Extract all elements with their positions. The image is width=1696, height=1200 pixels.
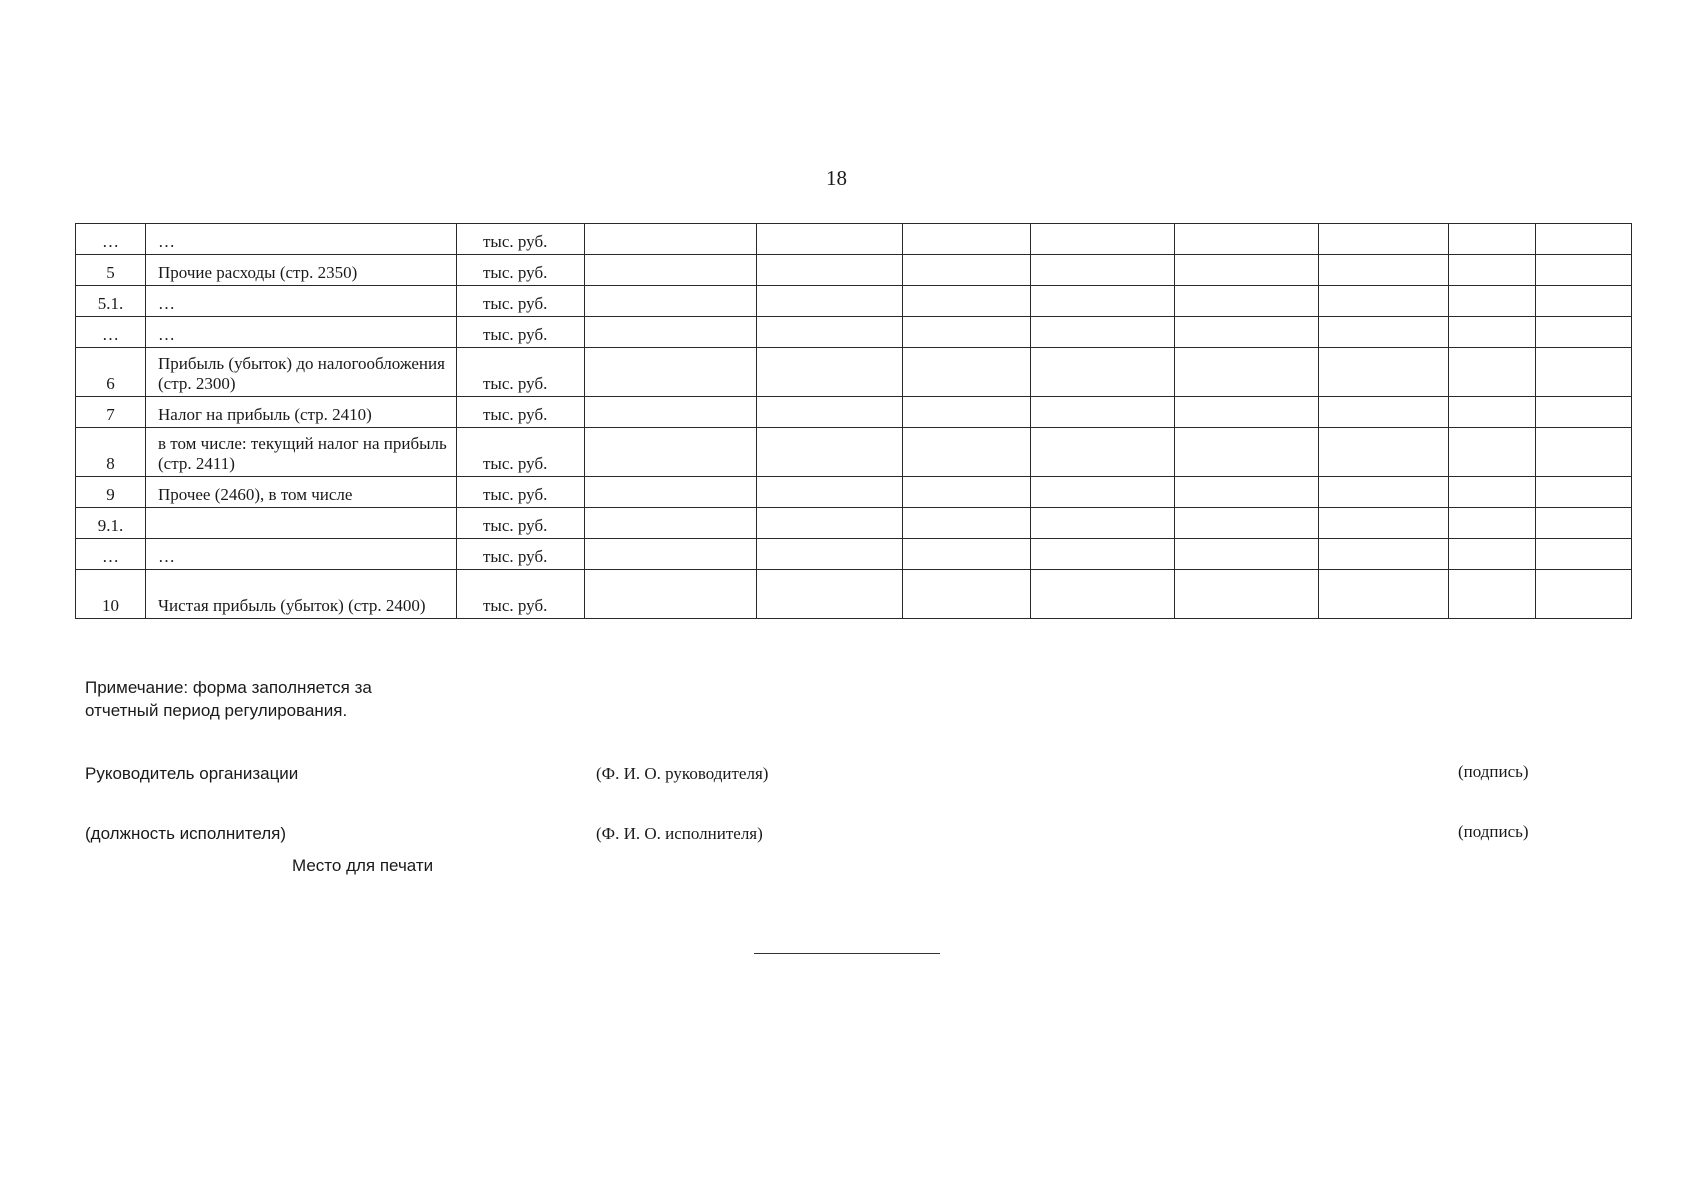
value-cell: [585, 539, 757, 570]
value-cell: [585, 508, 757, 539]
value-cell: [1319, 255, 1449, 286]
row-indicator-name: Прочие расходы (стр. 2350): [146, 255, 457, 286]
value-cell: [1175, 255, 1319, 286]
row-number: 7: [76, 397, 146, 428]
value-cell: [1536, 317, 1632, 348]
value-cell: [1449, 255, 1536, 286]
value-cell: [1449, 348, 1536, 397]
value-cell: [1536, 224, 1632, 255]
value-cell: [1175, 570, 1319, 619]
value-cell: [1031, 286, 1175, 317]
value-cell: [903, 477, 1031, 508]
value-cell: [1175, 286, 1319, 317]
executor-signature-label: (подпись): [1458, 822, 1529, 841]
value-cell: [1031, 224, 1175, 255]
value-cell: [1031, 348, 1175, 397]
value-cell: [903, 286, 1031, 317]
value-cell: [1449, 224, 1536, 255]
value-cell: [1319, 317, 1449, 348]
value-cell: [903, 428, 1031, 477]
value-cell: [1536, 508, 1632, 539]
value-cell: [585, 286, 757, 317]
row-number: 5: [76, 255, 146, 286]
value-cell: [757, 348, 903, 397]
value-cell: [757, 539, 903, 570]
value-cell: [903, 317, 1031, 348]
head-signature-label: (подпись): [1458, 762, 1529, 781]
value-cell: [1319, 508, 1449, 539]
value-cell: [1449, 317, 1536, 348]
row-number: 9.1.: [76, 508, 146, 539]
value-cell: [1536, 428, 1632, 477]
value-cell: [903, 397, 1031, 428]
row-unit: тыс. руб.: [457, 539, 585, 570]
value-cell: [585, 477, 757, 508]
row-indicator-name: в том числе: текущий налог на прибыль (стр. 2411): [146, 428, 457, 477]
row-indicator-name: Чистая прибыль (убыток) (стр. 2400): [146, 570, 457, 619]
value-cell: [1536, 539, 1632, 570]
value-cell: [585, 397, 757, 428]
value-cell: [585, 348, 757, 397]
value-cell: [1319, 348, 1449, 397]
row-number: 8: [76, 428, 146, 477]
value-cell: [1031, 508, 1175, 539]
row-indicator-name: …: [146, 286, 457, 317]
value-cell: [757, 317, 903, 348]
row-number: …: [76, 317, 146, 348]
row-number: 5.1.: [76, 286, 146, 317]
value-cell: [1449, 477, 1536, 508]
table-row: [76, 348, 1632, 397]
row-unit: тыс. руб.: [457, 477, 585, 508]
row-indicator-name: Прибыль (убыток) до налогообложения (стр. 2300): [146, 348, 457, 397]
table-row: [76, 317, 1632, 348]
row-indicator-name: …: [146, 317, 457, 348]
row-unit: тыс. руб.: [457, 286, 585, 317]
row-indicator-name: Налог на прибыль (стр. 2410): [146, 397, 457, 428]
value-cell: [757, 428, 903, 477]
form-note: Примечание: форма заполняется за отчетный период регулирования.: [85, 678, 372, 720]
value-cell: [585, 317, 757, 348]
row-number: 6: [76, 348, 146, 397]
row-unit: тыс. руб.: [457, 224, 585, 255]
value-cell: [1536, 477, 1632, 508]
head-fio-label: (Ф. И. О. руководителя): [596, 764, 769, 783]
row-unit: тыс. руб.: [457, 348, 585, 397]
table-body: [76, 224, 1632, 619]
table-row: [76, 255, 1632, 286]
value-cell: [585, 255, 757, 286]
row-unit: тыс. руб.: [457, 508, 585, 539]
value-cell: [1031, 570, 1175, 619]
value-cell: [1319, 286, 1449, 317]
value-cell: [1449, 508, 1536, 539]
table-row: [76, 224, 1632, 255]
row-number: …: [76, 539, 146, 570]
page-number: 18: [826, 166, 847, 190]
value-cell: [757, 570, 903, 619]
row-unit: тыс. руб.: [457, 317, 585, 348]
financial-report-table: [75, 223, 1632, 619]
row-unit: тыс. руб.: [457, 397, 585, 428]
value-cell: [903, 570, 1031, 619]
row-indicator-name: [146, 508, 457, 539]
value-cell: [757, 224, 903, 255]
value-cell: [757, 255, 903, 286]
value-cell: [585, 428, 757, 477]
row-number: 10: [76, 570, 146, 619]
row-number: …: [76, 224, 146, 255]
value-cell: [903, 539, 1031, 570]
table-row: [76, 477, 1632, 508]
value-cell: [1319, 570, 1449, 619]
value-cell: [757, 508, 903, 539]
executor-position-label: (должность исполнителя): [85, 824, 287, 843]
value-cell: [1536, 397, 1632, 428]
value-cell: [1319, 428, 1449, 477]
value-cell: [903, 348, 1031, 397]
value-cell: [1319, 477, 1449, 508]
value-cell: [1175, 508, 1319, 539]
value-cell: [903, 224, 1031, 255]
value-cell: [1175, 317, 1319, 348]
value-cell: [903, 508, 1031, 539]
table-row: [76, 286, 1632, 317]
value-cell: [1031, 539, 1175, 570]
value-cell: [1031, 477, 1175, 508]
row-indicator-name: …: [146, 539, 457, 570]
value-cell: [1175, 224, 1319, 255]
value-cell: [757, 477, 903, 508]
value-cell: [1449, 539, 1536, 570]
value-cell: [1175, 477, 1319, 508]
table-row: [76, 428, 1632, 477]
value-cell: [1449, 286, 1536, 317]
closing-rule: [754, 953, 940, 954]
value-cell: [1536, 348, 1632, 397]
head-of-organization-label: Руководитель организации: [85, 764, 299, 783]
value-cell: [1449, 397, 1536, 428]
value-cell: [1031, 255, 1175, 286]
value-cell: [1536, 286, 1632, 317]
value-cell: [1175, 428, 1319, 477]
table-row: [76, 539, 1632, 570]
value-cell: [1536, 255, 1632, 286]
value-cell: [1449, 428, 1536, 477]
value-cell: [757, 286, 903, 317]
row-unit: тыс. руб.: [457, 570, 585, 619]
value-cell: [585, 224, 757, 255]
value-cell: [1031, 397, 1175, 428]
value-cell: [1031, 428, 1175, 477]
value-cell: [1319, 224, 1449, 255]
value-cell: [1536, 570, 1632, 619]
value-cell: [1319, 397, 1449, 428]
stamp-place-label: Место для печати: [292, 856, 434, 875]
value-cell: [1175, 348, 1319, 397]
row-unit: тыс. руб.: [457, 428, 585, 477]
value-cell: [757, 397, 903, 428]
value-cell: [903, 255, 1031, 286]
row-number: 9: [76, 477, 146, 508]
table-row: [76, 570, 1632, 619]
executor-fio-label: (Ф. И. О. исполнителя): [596, 824, 763, 843]
value-cell: [1449, 570, 1536, 619]
row-indicator-name: Прочее (2460), в том числе: [146, 477, 457, 508]
row-unit: тыс. руб.: [457, 255, 585, 286]
value-cell: [585, 570, 757, 619]
table-row: [76, 508, 1632, 539]
table-row: [76, 397, 1632, 428]
value-cell: [1319, 539, 1449, 570]
value-cell: [1175, 539, 1319, 570]
value-cell: [1031, 317, 1175, 348]
value-cell: [1175, 397, 1319, 428]
row-indicator-name: …: [146, 224, 457, 255]
